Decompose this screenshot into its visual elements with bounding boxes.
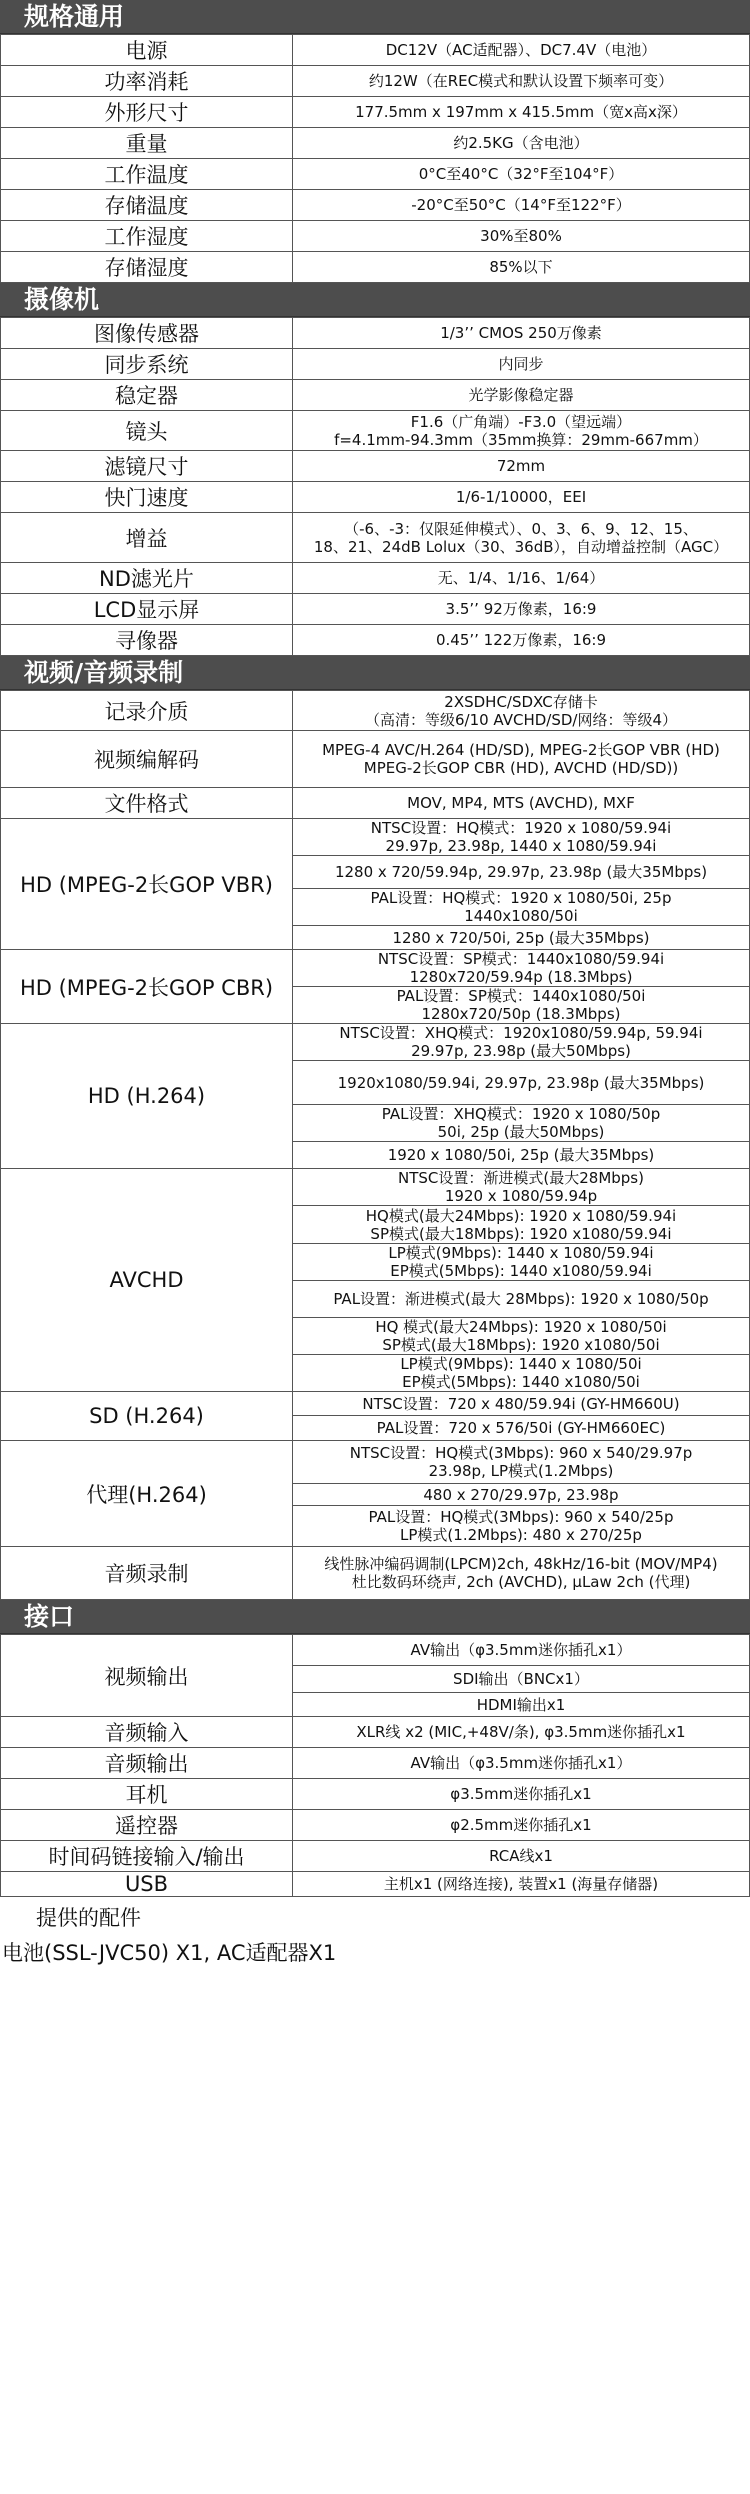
spec-value xyxy=(293,950,750,987)
spec-value-text: AV输出（φ3.5mm迷你插孔x1） xyxy=(410,1641,632,1659)
spec-table xyxy=(0,690,750,1600)
spec-row xyxy=(1,1024,750,1061)
spec-value xyxy=(293,66,750,97)
spec-value xyxy=(293,513,750,563)
spec-label: 时间码链接输入/输出 xyxy=(1,1841,293,1872)
spec-value xyxy=(293,318,750,349)
spec-label: 视频编解码 xyxy=(1,731,293,788)
spec-label: 存储温度 xyxy=(1,190,293,221)
spec-label: HD (MPEG-2长GOP CBR) xyxy=(1,950,293,1024)
spec-value xyxy=(293,819,750,856)
spec-row xyxy=(1,788,750,819)
spec-row xyxy=(1,950,750,987)
spec-value-text: HQ 模式(最大24Mbps): 1920 x 1080/50i SP模式(最大18Mbps): 1920 x1080/50i xyxy=(375,1318,667,1354)
spec-label: AVCHD xyxy=(1,1169,293,1392)
section-header: 规格通用 xyxy=(0,0,750,34)
spec-value-text: HQ模式(最大24Mbps): 1920 x 1080/59.94i SP模式(最大18Mbps): 1920 x1080/59.94i xyxy=(365,1206,677,1243)
spec-row xyxy=(1,128,750,159)
spec-row xyxy=(1,318,750,349)
spec-row xyxy=(1,1748,750,1779)
spec-value xyxy=(293,1441,750,1484)
spec-value-text: PAL设置：HQ模式(3Mbps): 960 x 540/25p LP模式(1.2Mbps): 480 x 270/25p xyxy=(368,1508,674,1544)
spec-value xyxy=(293,1355,750,1392)
spec-label: 音频录制 xyxy=(1,1547,293,1600)
spec-label: 功率消耗 xyxy=(1,66,293,97)
spec-row xyxy=(1,819,750,856)
spec-label: ND滤光片 xyxy=(1,563,293,594)
spec-value xyxy=(293,159,750,190)
spec-value xyxy=(293,563,750,594)
spec-label: 电源 xyxy=(1,35,293,66)
spec-value xyxy=(293,1547,750,1600)
spec-value-text: 1/3’’ CMOS 250万像素 xyxy=(440,324,602,342)
spec-label: 镜头 xyxy=(1,411,293,451)
spec-row xyxy=(1,1717,750,1748)
section-header: 接口 xyxy=(0,1600,750,1634)
spec-value xyxy=(293,594,750,625)
spec-value-text: XLR线 x2 (MIC,+48V/条), φ3.5mm迷你插孔x1 xyxy=(356,1723,686,1741)
spec-value xyxy=(293,1635,750,1666)
spec-value xyxy=(293,1666,750,1693)
spec-value xyxy=(293,1061,750,1105)
accessories-value: 电池(SSL-JVC50) X1, AC适配器X1 xyxy=(2,1941,337,1965)
spec-row xyxy=(1,380,750,411)
spec-row xyxy=(1,625,750,656)
spec-value xyxy=(293,190,750,221)
spec-label: 稳定器 xyxy=(1,380,293,411)
spec-value-text: NTSC设置：XHQ模式：1920x1080/59.94p, 59.94i 29.97p, 23.98p (最大50Mbps) xyxy=(339,1024,703,1060)
spec-label: 代理(H.264) xyxy=(1,1441,293,1547)
spec-value-text: NTSC设置：720 x 480/59.94i (GY-HM660U) xyxy=(362,1394,680,1413)
spec-value xyxy=(293,1506,750,1547)
spec-value xyxy=(293,1693,750,1717)
spec-value xyxy=(293,411,750,451)
spec-value xyxy=(293,1392,750,1416)
spec-row xyxy=(1,411,750,451)
spec-label: 增益 xyxy=(1,513,293,563)
spec-value-text: PAL设置：XHQ模式：1920 x 1080/50p 50i, 25p (最大50Mbps) xyxy=(381,1105,661,1141)
spec-row xyxy=(1,159,750,190)
spec-label: 音频输出 xyxy=(1,1748,293,1779)
spec-value xyxy=(293,926,750,950)
spec-value xyxy=(293,482,750,513)
spec-value-text: 主机x1 (网络连接), 装置x1 (海量存储器) xyxy=(383,1875,659,1893)
spec-value-text: 30%至80% xyxy=(480,227,562,245)
spec-label: HD (H.264) xyxy=(1,1024,293,1169)
spec-value-text: 177.5mm x 197mm x 415.5mm（宽x高x深） xyxy=(355,103,687,121)
spec-row xyxy=(1,1392,750,1416)
accessories-label: 提供的配件 xyxy=(36,1906,141,1930)
spec-value xyxy=(293,788,750,819)
spec-row xyxy=(1,1810,750,1841)
spec-value-text: LP模式(9Mbps): 1440 x 1080/50i EP模式(5Mbps): 1440 x1080/50i xyxy=(400,1355,642,1391)
spec-table xyxy=(0,34,750,283)
spec-table xyxy=(0,317,750,656)
spec-value-text: 内同步 xyxy=(498,355,544,373)
spec-value xyxy=(293,1748,750,1779)
spec-value-text: HDMI输出x1 xyxy=(476,1695,566,1714)
spec-value xyxy=(293,1142,750,1169)
spec-label: 工作温度 xyxy=(1,159,293,190)
spec-row xyxy=(1,349,750,380)
spec-value-text: NTSC设置：渐进模式(最大28Mbps) 1920 x 1080/59.94p xyxy=(398,1169,644,1205)
spec-value-text: 1920 x 1080/50i, 25p (最大35Mbps) xyxy=(387,1146,655,1164)
section-header: 摄像机 xyxy=(0,283,750,317)
spec-value xyxy=(293,731,750,788)
spec-value-text: AV输出（φ3.5mm迷你插孔x1） xyxy=(410,1754,632,1772)
spec-value xyxy=(293,856,750,889)
spec-value xyxy=(293,1717,750,1748)
spec-label: 耳机 xyxy=(1,1779,293,1810)
spec-value-text: 0°C至40°C（32°F至104°F） xyxy=(418,165,624,183)
spec-value xyxy=(293,691,750,731)
spec-row xyxy=(1,1779,750,1810)
spec-value-text: LP模式(9Mbps): 1440 x 1080/59.94i EP模式(5Mbps): 1440 x1080/59.94i xyxy=(388,1244,654,1280)
spec-value xyxy=(293,128,750,159)
spec-value-text: MOV, MP4, MTS (AVCHD), MXF xyxy=(407,794,635,812)
spec-value xyxy=(293,1872,750,1897)
spec-row xyxy=(1,221,750,252)
spec-value xyxy=(293,35,750,66)
spec-label: 音频输入 xyxy=(1,1717,293,1748)
spec-label: 遥控器 xyxy=(1,1810,293,1841)
spec-row xyxy=(1,513,750,563)
spec-label: 文件格式 xyxy=(1,788,293,819)
section-header: 视频/音频录制 xyxy=(0,656,750,690)
spec-row xyxy=(1,1441,750,1484)
spec-value xyxy=(293,1484,750,1506)
spec-value-text: （-6、-3：仅限延伸模式）、0、3、6、9、12、15、 18、21、24dB Lolux（30、36dB），自动增益控制（AGC） xyxy=(313,519,729,556)
spec-label: 快门速度 xyxy=(1,482,293,513)
spec-row xyxy=(1,252,750,283)
spec-value xyxy=(293,1024,750,1061)
spec-value xyxy=(293,1244,750,1281)
spec-value-text: MPEG-4 AVC/H.264 (HD/SD), MPEG-2长GOP VBR (HD) MPEG-2长GOP CBR (HD), AVCHD (HD/SD)) xyxy=(322,741,720,777)
spec-value xyxy=(293,1169,750,1206)
spec-value xyxy=(293,1105,750,1142)
spec-row xyxy=(1,97,750,128)
spec-value-text: 2XSDHC/SDXC存储卡 （高清：等级6/10 AVCHD/SD/网络：等级4） xyxy=(364,692,678,729)
spec-value-text: 85%以下 xyxy=(489,258,553,276)
spec-value-text: φ2.5mm迷你插孔x1 xyxy=(450,1816,592,1834)
spec-value xyxy=(293,889,750,926)
spec-value-text: NTSC设置：HQ模式(3Mbps): 960 x 540/29.97p 23.98p, LP模式(1.2Mbps) xyxy=(349,1444,693,1480)
spec-value-text: PAL设置：SP模式：1440x1080/50i 1280x720/50p (18.3Mbps) xyxy=(396,987,646,1023)
spec-label: SD (H.264) xyxy=(1,1392,293,1441)
spec-label: 同步系统 xyxy=(1,349,293,380)
spec-value-text: 光学影像稳定器 xyxy=(468,386,574,404)
spec-value xyxy=(293,451,750,482)
spec-label: HD (MPEG-2长GOP VBR) xyxy=(1,819,293,950)
spec-label: 存储湿度 xyxy=(1,252,293,283)
spec-value xyxy=(293,987,750,1024)
spec-value-text: F1.6（广角端）-F3.0（望远端） f=4.1mm-94.3mm（35mm换算：29mm-667mm） xyxy=(334,412,708,449)
spec-value-text: -20°C至50°C（14°F至122°F） xyxy=(411,196,631,214)
spec-label: LCD显示屏 xyxy=(1,594,293,625)
spec-row xyxy=(1,35,750,66)
spec-row xyxy=(1,1841,750,1872)
spec-value xyxy=(293,349,750,380)
spec-value-text: 约2.5KG（含电池） xyxy=(453,134,589,152)
spec-value xyxy=(293,1841,750,1872)
spec-value-text: SDI输出（BNCx1） xyxy=(453,1670,589,1688)
spec-row xyxy=(1,66,750,97)
spec-value-text: 1/6-1/10000，EEI xyxy=(455,488,587,506)
spec-row xyxy=(1,451,750,482)
spec-value-text: φ3.5mm迷你插孔x1 xyxy=(450,1785,592,1803)
spec-label: 工作湿度 xyxy=(1,221,293,252)
spec-label: 滤镜尺寸 xyxy=(1,451,293,482)
spec-value xyxy=(293,252,750,283)
spec-value xyxy=(293,97,750,128)
spec-value-text: 无、1/4、1/16、1/64） xyxy=(437,569,605,587)
spec-value-text: NTSC设置：SP模式：1440x1080/59.94i 1280x720/59.94p (18.3Mbps) xyxy=(377,950,665,986)
spec-value-text: DC12V（AC适配器）、DC7.4V（电池） xyxy=(385,41,657,59)
spec-label: 外形尺寸 xyxy=(1,97,293,128)
spec-row xyxy=(1,482,750,513)
spec-value-text: NTSC设置：HQ模式：1920 x 1080/59.94i 29.97p, 23.98p, 1440 x 1080/59.94i xyxy=(370,819,672,855)
spec-row xyxy=(1,1169,750,1206)
spec-value xyxy=(293,1779,750,1810)
spec-row xyxy=(1,1872,750,1897)
spec-value-text: 1280 x 720/50i, 25p (最大35Mbps) xyxy=(392,928,650,947)
spec-value xyxy=(293,625,750,656)
spec-value xyxy=(293,1318,750,1355)
spec-label: 视频输出 xyxy=(1,1635,293,1717)
spec-label: 图像传感器 xyxy=(1,318,293,349)
spec-row xyxy=(1,563,750,594)
spec-value xyxy=(293,1810,750,1841)
spec-value xyxy=(293,221,750,252)
spec-row xyxy=(1,1547,750,1600)
spec-label: 记录介质 xyxy=(1,691,293,731)
spec-value-text: PAL设置：渐进模式(最大 28Mbps): 1920 x 1080/50p xyxy=(333,1290,709,1308)
spec-value-text: 72mm xyxy=(496,457,546,475)
spec-row xyxy=(1,731,750,788)
spec-row xyxy=(1,594,750,625)
spec-value-text: PAL设置：720 x 576/50i (GY-HM660EC) xyxy=(376,1419,666,1437)
spec-value-text: 线性脉冲编码调制(LPCM)2ch, 48kHz/16-bit (MOV/MP4) 杜比数码环绕声, 2ch (AVCHD), µLaw 2ch (代理) xyxy=(324,1555,718,1591)
spec-value-text: RCA线x1 xyxy=(489,1847,553,1865)
spec-row xyxy=(1,1635,750,1666)
spec-label: USB xyxy=(1,1872,293,1897)
spec-value-text: 约12W（在REC模式和默认设置下频率可变） xyxy=(368,72,674,90)
spec-label: 寻像器 xyxy=(1,625,293,656)
spec-table xyxy=(0,1634,750,1897)
spec-row xyxy=(1,190,750,221)
spec-value-text: 480 x 270/29.97p, 23.98p xyxy=(423,1485,619,1504)
spec-value-text: 1920x1080/59.94i, 29.97p, 23.98p (最大35Mbps) xyxy=(337,1073,705,1092)
spec-value-text: 3.5’’ 92万像素，16:9 xyxy=(445,600,597,618)
spec-value-text: 0.45’’ 122万像素，16:9 xyxy=(435,631,607,649)
spec-value xyxy=(293,1281,750,1318)
spec-value-text: 1280 x 720/59.94p, 29.97p, 23.98p (最大35Mbps) xyxy=(334,863,708,881)
spec-value-text: PAL设置：HQ模式：1920 x 1080/50i, 25p 1440x1080/50i xyxy=(370,889,672,925)
spec-row xyxy=(1,691,750,731)
spec-label: 重量 xyxy=(1,128,293,159)
spec-value xyxy=(293,1416,750,1441)
spec-value xyxy=(293,380,750,411)
spec-value xyxy=(293,1206,750,1244)
